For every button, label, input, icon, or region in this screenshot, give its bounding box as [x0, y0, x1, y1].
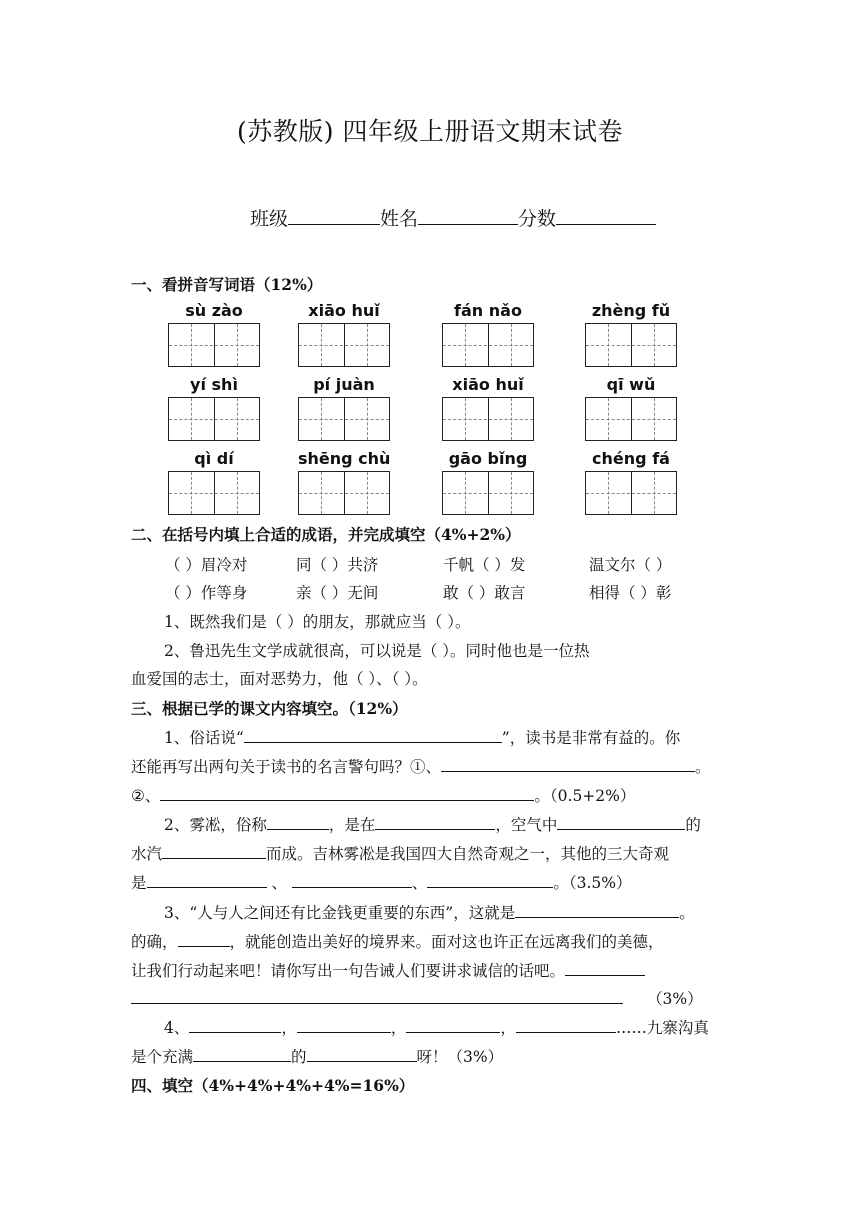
text: 让我们行动起来吧！请你写出一句告诫人们要讲求诚信的话吧。 [131, 962, 566, 980]
answer-blank[interactable] [515, 903, 679, 918]
text: 的 [291, 1048, 307, 1066]
section-1-heading: 一、看拼音写词语（12%） [131, 275, 323, 294]
text: 的 [685, 816, 701, 834]
pinyin-label: pí juàn [313, 375, 375, 394]
answer-blank[interactable] [375, 815, 495, 830]
writing-grid[interactable] [585, 323, 677, 367]
question-text: 1、既然我们是（ ）的朋友，那就应当（ ）。 [164, 613, 471, 631]
pinyin-label: sù zào [185, 301, 243, 320]
question-line [164, 726, 680, 748]
pinyin-label: chéng fá [592, 449, 670, 468]
question-line [164, 813, 701, 835]
writing-grid[interactable] [168, 471, 260, 515]
text: 4、 [164, 1019, 190, 1037]
writing-grid[interactable] [298, 397, 390, 441]
pinyin-label: qī wǔ [606, 375, 656, 394]
student-info-line [250, 204, 656, 231]
answer-blank[interactable] [427, 873, 553, 888]
question-text: 2、鲁迅先生文学成就很高，可以说是（ ）。同时他也是一位热 [164, 642, 590, 660]
answer-blank[interactable] [516, 1018, 616, 1033]
text: 的确， [131, 933, 178, 951]
question-line [131, 1045, 503, 1067]
answer-blank[interactable] [292, 873, 412, 888]
answer-blank[interactable] [178, 932, 230, 947]
idiom-item: 敢（ ）敢言 [443, 584, 526, 602]
text: 3、“人与人之间还有比金钱更重要的东西”，这就是 [164, 904, 516, 922]
text: ，是在 [328, 816, 376, 834]
answer-blank[interactable] [406, 1018, 500, 1033]
question-text: 血爱国的志士，面对恶势力，他（ ）、（ ）。 [131, 670, 428, 688]
question-line [131, 784, 635, 806]
answer-blank[interactable] [565, 961, 645, 976]
question-line [131, 930, 664, 952]
text: ，就能创造出美好的境界来。面对这也许正在远离我们的美德， [229, 933, 664, 951]
idiom-item: （ ）作等身 [165, 584, 248, 602]
text: ……九寨沟真 [615, 1019, 709, 1037]
answer-blank[interactable] [160, 786, 534, 801]
writing-grid[interactable] [585, 471, 677, 515]
question-line [164, 901, 695, 923]
writing-grid[interactable] [442, 323, 534, 367]
writing-grid[interactable] [168, 397, 260, 441]
answer-blank[interactable] [244, 728, 502, 743]
writing-grid[interactable] [442, 471, 534, 515]
answer-blank[interactable] [189, 1018, 281, 1033]
writing-grid[interactable] [442, 397, 534, 441]
text: ， [500, 1019, 516, 1037]
text: 。（3.5%） [553, 874, 632, 892]
question-line [131, 842, 669, 864]
text: ，空气中 [495, 816, 558, 834]
text: 、 [266, 874, 292, 892]
question-line [131, 871, 632, 893]
pinyin-label: xiāo huǐ [452, 375, 524, 394]
writing-grid[interactable] [585, 397, 677, 441]
pinyin-label: fán nǎo [454, 301, 522, 320]
class-label: 班级 [250, 208, 289, 230]
pinyin-label: shēng chù [298, 449, 391, 468]
pinyin-label: zhèng fǔ [591, 301, 671, 320]
class-blank[interactable] [288, 208, 380, 225]
answer-blank[interactable] [557, 815, 685, 830]
score-label: 分数 [518, 208, 557, 230]
answer-blank[interactable] [162, 844, 266, 859]
text: 。 [679, 904, 695, 922]
question-line [164, 1016, 709, 1038]
text: 呀！（3%） [416, 1048, 504, 1066]
writing-grid[interactable] [298, 471, 390, 515]
answer-blank[interactable] [193, 1047, 291, 1062]
answer-blank[interactable] [297, 1018, 391, 1033]
text: 水汽 [131, 845, 163, 863]
answer-blank[interactable] [307, 1047, 417, 1062]
writing-grid[interactable] [298, 323, 390, 367]
text: （3%） [647, 990, 703, 1008]
score-blank[interactable] [556, 208, 656, 225]
text: 是 [131, 874, 147, 892]
answer-blank[interactable] [147, 873, 267, 888]
section-3-heading: 三、根据已学的课文内容填空。（12%） [131, 699, 408, 718]
section-4-heading: 四、填空（4%+4%+4%+4%=16%） [131, 1076, 415, 1095]
text: ②、 [131, 787, 161, 805]
answer-blank[interactable] [267, 815, 329, 830]
answer-blank[interactable] [131, 989, 623, 1004]
pinyin-label: yí shì [190, 375, 238, 394]
text: 。（0.5+2%） [534, 787, 636, 805]
text: ”，读书是非常有益的。你 [501, 729, 681, 747]
pinyin-label: qì dí [194, 449, 234, 468]
text: 还能再写出两句关于读书的名言警句吗？①、 [131, 758, 442, 776]
pinyin-label: gāo bǐng [448, 449, 528, 468]
question-line [131, 959, 645, 981]
name-blank[interactable] [418, 208, 518, 225]
section-2-heading: 二、在括号内填上合适的成语，并完成填空（4%+2%） [131, 525, 521, 544]
idiom-item: （ ）眉冷对 [165, 556, 248, 574]
text: ， [390, 1019, 407, 1037]
text: 2、雾凇，俗称 [164, 816, 267, 834]
writing-grid[interactable] [168, 323, 260, 367]
answer-blank[interactable] [441, 757, 695, 772]
page-title: (苏教版) 四年级上册语文期末试卷 [237, 117, 623, 146]
text: 1、俗话说“ [164, 729, 244, 747]
question-line [131, 987, 703, 1009]
text: 、 [411, 874, 428, 892]
text: 是个充满 [131, 1048, 194, 1066]
text: ， [281, 1019, 297, 1037]
pinyin-label: xiāo huǐ [308, 301, 380, 320]
idiom-item: 亲（ ）无间 [296, 584, 379, 602]
text: 。 [695, 758, 711, 776]
name-label: 姓名 [380, 208, 419, 230]
idiom-item: 相得（ ）彰 [589, 584, 672, 602]
question-line [131, 755, 711, 777]
idiom-item: 千帆（ ）发 [443, 556, 526, 574]
idiom-item: 温文尔（ ） [589, 556, 672, 574]
text: 而成。吉林雾凇是我国四大自然奇观之一，其他的三大奇观 [266, 845, 670, 863]
idiom-item: 同（ ）共济 [296, 556, 379, 574]
